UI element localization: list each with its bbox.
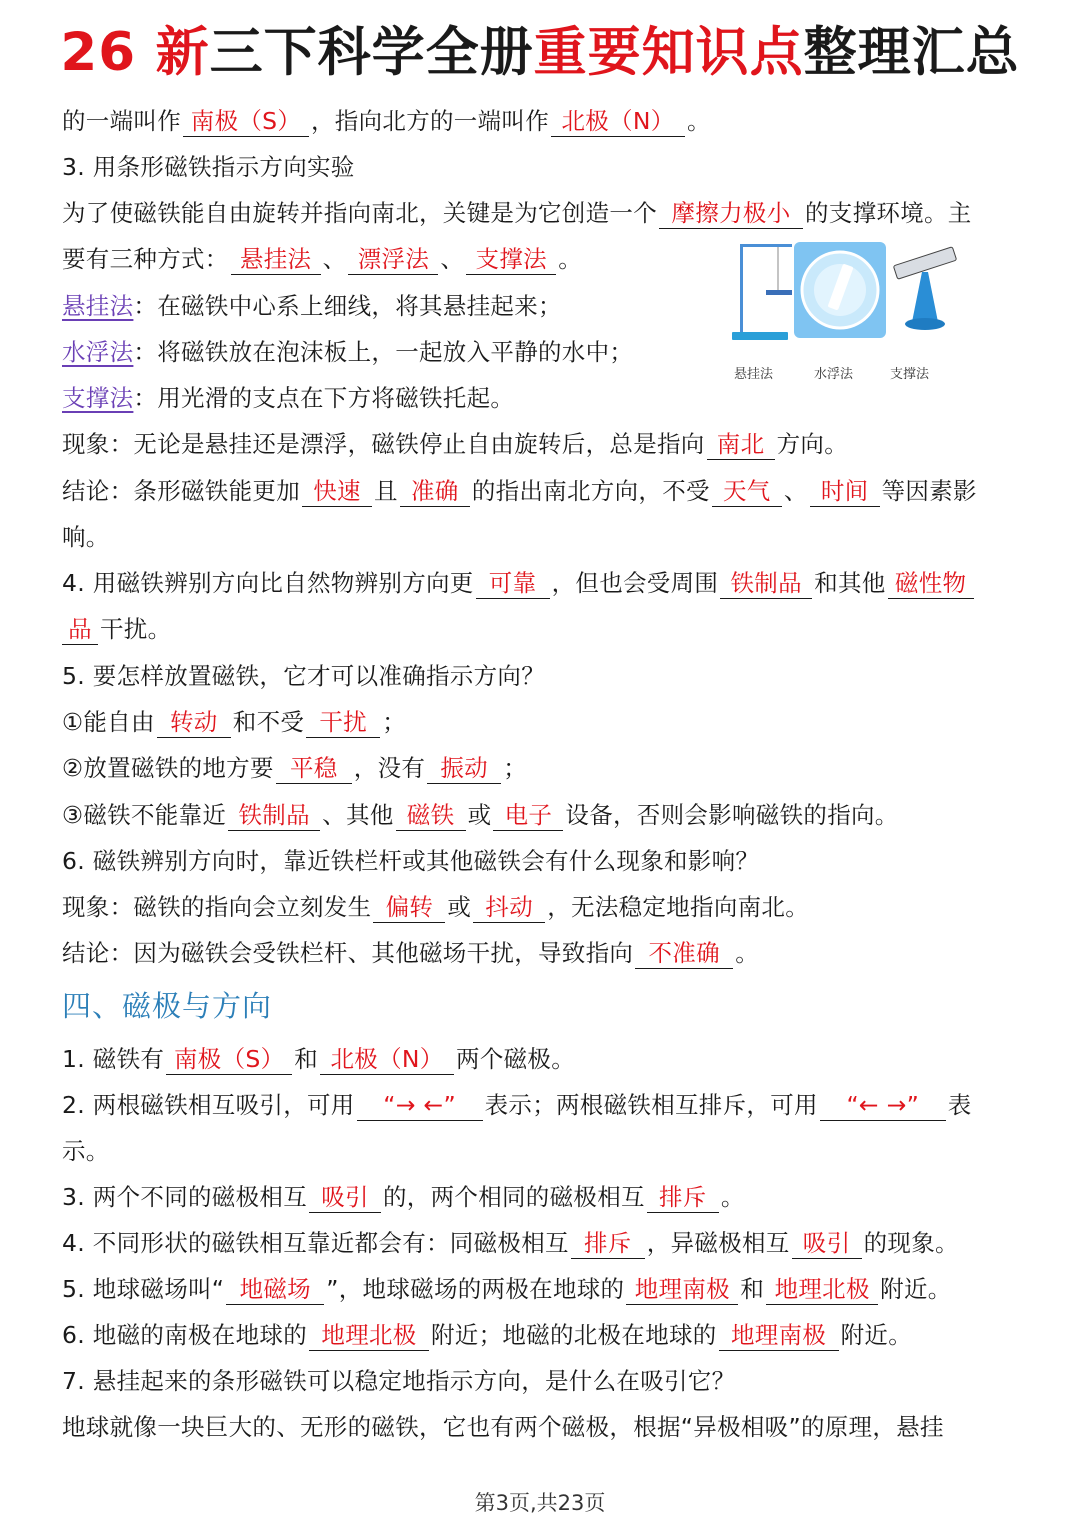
floating-dish-image [794, 242, 886, 338]
text: 附近。 [880, 1275, 952, 1303]
text: ③磁铁不能靠近 [62, 801, 227, 829]
text: ①能自由 [62, 708, 155, 736]
answer-blank: 不准确 [635, 938, 733, 969]
text-line [62, 659, 1022, 693]
answer-blank: 快速 [302, 476, 372, 507]
text: 。 [558, 245, 583, 273]
text: ：将磁铁放在泡沫板上，一起放入平静的水中； [133, 338, 634, 366]
text: 地球就像一块巨大的、无形的磁铁，它也有两个磁极，根据“异极相吸”的原理，悬挂 [62, 1413, 944, 1441]
text: 。 [687, 107, 711, 135]
text: 或 [447, 893, 472, 921]
text: 附近。 [840, 1321, 913, 1349]
text: 、 [783, 477, 808, 505]
text-line [62, 474, 1022, 508]
answer-blank: 偏转 [373, 892, 445, 923]
text: 3. 两个不同的磁极相互 [62, 1183, 307, 1211]
text: 现象：磁铁的指向会立刻发生 [62, 893, 372, 921]
text: 干扰。 [100, 615, 172, 643]
text: 响。 [62, 523, 110, 551]
caption-hanging: 悬挂法 [734, 367, 774, 382]
text: 结论：因为磁铁会受铁栏杆、其他磁场干扰，导致指向 [62, 939, 634, 967]
text: ②放置磁铁的地方要 [62, 754, 274, 782]
support-stand-image [893, 247, 956, 330]
text: 方向。 [776, 430, 849, 458]
text: 。 [735, 939, 760, 967]
answer-blank: 地理南极 [719, 1320, 839, 1351]
answer-blank: 地理北极 [766, 1274, 878, 1305]
text: 和其他 [814, 569, 886, 597]
answer-blank: 北极（N） [551, 106, 685, 137]
text-line [62, 566, 1022, 600]
text: 附近；地磁的北极在地球的 [431, 1321, 717, 1349]
text-line [62, 196, 1022, 230]
text-line [62, 1226, 1022, 1260]
experiment-illustration [726, 238, 962, 388]
text-line [62, 1134, 1022, 1168]
text: 5. 地球磁场叫“ [62, 1275, 225, 1303]
answer-blank: 摩擦力极小 [659, 198, 803, 229]
answer-blank: 吸引 [309, 1182, 381, 1213]
text: 的，两个相同的磁极相互 [383, 1183, 645, 1211]
section-heading: 四、磁极与方向 [62, 989, 273, 1023]
answer-blank: 排斥 [647, 1182, 719, 1213]
answer-blank: 天气 [712, 476, 782, 507]
text: 且 [374, 477, 398, 505]
text: 、其他 [322, 801, 394, 829]
text: ，无法稳定地指向南北。 [547, 893, 810, 921]
text: 表 [947, 1091, 972, 1119]
page-title [0, 18, 1080, 88]
text: 5. 要怎样放置磁铁，它才可以准确指示方向？ [62, 662, 545, 690]
answer-blank: 南北 [707, 429, 775, 460]
text-line [62, 1042, 1022, 1076]
text-line [62, 427, 1022, 461]
text: 示。 [62, 1137, 110, 1165]
title-part-2: 三下科学全册 [209, 22, 534, 83]
text: 的现象。 [863, 1229, 959, 1257]
answer-blank: 可靠 [476, 568, 550, 599]
text: 的指出南北方向，不受 [471, 477, 710, 505]
text: 。 [720, 1183, 745, 1211]
text: 等因素影 [881, 477, 977, 505]
text-line [62, 520, 1022, 554]
text: 设备，否则会影响磁铁的指向。 [565, 801, 899, 829]
text: 、 [440, 245, 465, 273]
answer-blank: 铁制品 [720, 568, 812, 599]
answer-blank: 平稳 [276, 753, 352, 784]
answer-blank: 电子 [493, 800, 563, 831]
text: ，但也会受周围 [551, 569, 719, 597]
text: 6. 磁铁辨别方向时，靠近铁栏杆或其他磁铁会有什么现象和影响？ [62, 847, 760, 875]
text-line [62, 798, 1022, 832]
text: ； [382, 708, 406, 736]
method-term: 悬挂法 [62, 292, 134, 320]
text: 结论：条形磁铁能更加 [62, 477, 300, 505]
text: 7. 悬挂起来的条形磁铁可以稳定地指示方向，是什么在吸引它？ [62, 1367, 736, 1395]
text-line [62, 1318, 1022, 1352]
text-line [62, 936, 1022, 970]
text: 现象：无论是悬挂还是漂浮，磁铁停止自由旋转后，总是指向 [62, 430, 705, 458]
text-line [62, 1364, 1022, 1398]
text: 为了使磁铁能自由旋转并指向南北，关键是为它创造一个 [62, 199, 657, 227]
text-line [62, 1180, 1022, 1214]
title-part-1: 26 新 [60, 22, 210, 83]
answer-blank: 悬挂法 [231, 244, 321, 275]
answer-blank: 地理北极 [309, 1320, 429, 1351]
text: ：用光滑的支点在下方将磁铁托起。 [133, 384, 515, 412]
experiment-figure [726, 238, 962, 388]
text: 要有三种方式： [62, 245, 229, 273]
text-line [62, 1272, 1022, 1306]
answer-blank: 干扰 [306, 707, 380, 738]
answer-blank: 南极（S） [183, 106, 309, 137]
text: 、 [322, 245, 347, 273]
text-line [62, 890, 1022, 924]
text-line [62, 844, 1022, 878]
answer-blank: 铁制品 [228, 800, 320, 831]
text: 的一端叫作 [62, 107, 181, 135]
answer-blank: 磁性物 [888, 568, 974, 599]
text: 2. 两根磁铁相互吸引，可用 [62, 1091, 355, 1119]
answer-blank: 准确 [400, 476, 470, 507]
text: 4. 不同形状的磁铁相互靠近都会有：同磁极相互 [62, 1229, 569, 1257]
title-part-4: 整理汇总 [803, 22, 1020, 83]
method-term: 水浮法 [62, 338, 134, 366]
text-line [62, 1410, 1022, 1444]
text: ，指向北方的一端叫作 [311, 107, 549, 135]
answer-blank: 转动 [157, 707, 231, 738]
text: ”，地球磁场的两极在地球的 [326, 1275, 625, 1303]
text: 两个磁极。 [456, 1045, 576, 1073]
answer-blank: 漂浮法 [348, 244, 438, 275]
text: 6. 地磁的南极在地球的 [62, 1321, 307, 1349]
text-line [62, 751, 1022, 785]
answer-blank: 地磁场 [226, 1274, 324, 1305]
text-line [62, 150, 1022, 184]
answer-blank: 南极（S） [166, 1044, 292, 1075]
text: 和不受 [232, 708, 305, 736]
method-term: 支撑法 [62, 384, 134, 412]
text-line [62, 104, 1022, 138]
text: 和 [294, 1045, 319, 1073]
page-number: 第3页,共23页 [474, 1491, 606, 1515]
hanging-stand-image [732, 244, 792, 340]
text: 的支撑环境。主 [805, 199, 972, 227]
text: ，异磁极相互 [646, 1229, 790, 1257]
text: 3. 用条形磁铁指示方向实验 [62, 153, 355, 181]
text: 表示；两根磁铁相互排斥，可用 [484, 1091, 818, 1119]
text-line [62, 705, 1022, 739]
text: 1. 磁铁有 [62, 1045, 165, 1073]
text: 和 [740, 1275, 765, 1303]
title-part-3: 重要知识点 [533, 22, 804, 83]
answer-blank: “← →” [820, 1090, 946, 1121]
text: ，没有 [353, 754, 426, 782]
text: 4. 用磁铁辨别方向比自然物辨别方向更 [62, 569, 474, 597]
answer-blank: 支撑法 [466, 244, 556, 275]
text-line [62, 1088, 1022, 1122]
answer-blank: 振动 [427, 753, 501, 784]
answer-blank: 磁铁 [396, 800, 466, 831]
answer-blank: 排斥 [571, 1228, 645, 1259]
answer-blank: “→ ←” [357, 1090, 483, 1121]
caption-support: 支撑法 [890, 367, 930, 382]
text-line [62, 612, 1022, 646]
answer-blank: 时间 [810, 476, 880, 507]
answer-blank: 北极（N） [320, 1044, 454, 1075]
answer-blank: 品 [62, 614, 98, 645]
answer-blank: 地理南极 [626, 1274, 738, 1305]
text: ：在磁铁中心系上细线，将其悬挂起来； [133, 292, 562, 320]
text: ； [503, 754, 527, 782]
text: 或 [467, 801, 492, 829]
answer-blank: 抖动 [473, 892, 545, 923]
caption-floating: 水浮法 [814, 367, 854, 382]
answer-blank: 吸引 [792, 1228, 862, 1259]
